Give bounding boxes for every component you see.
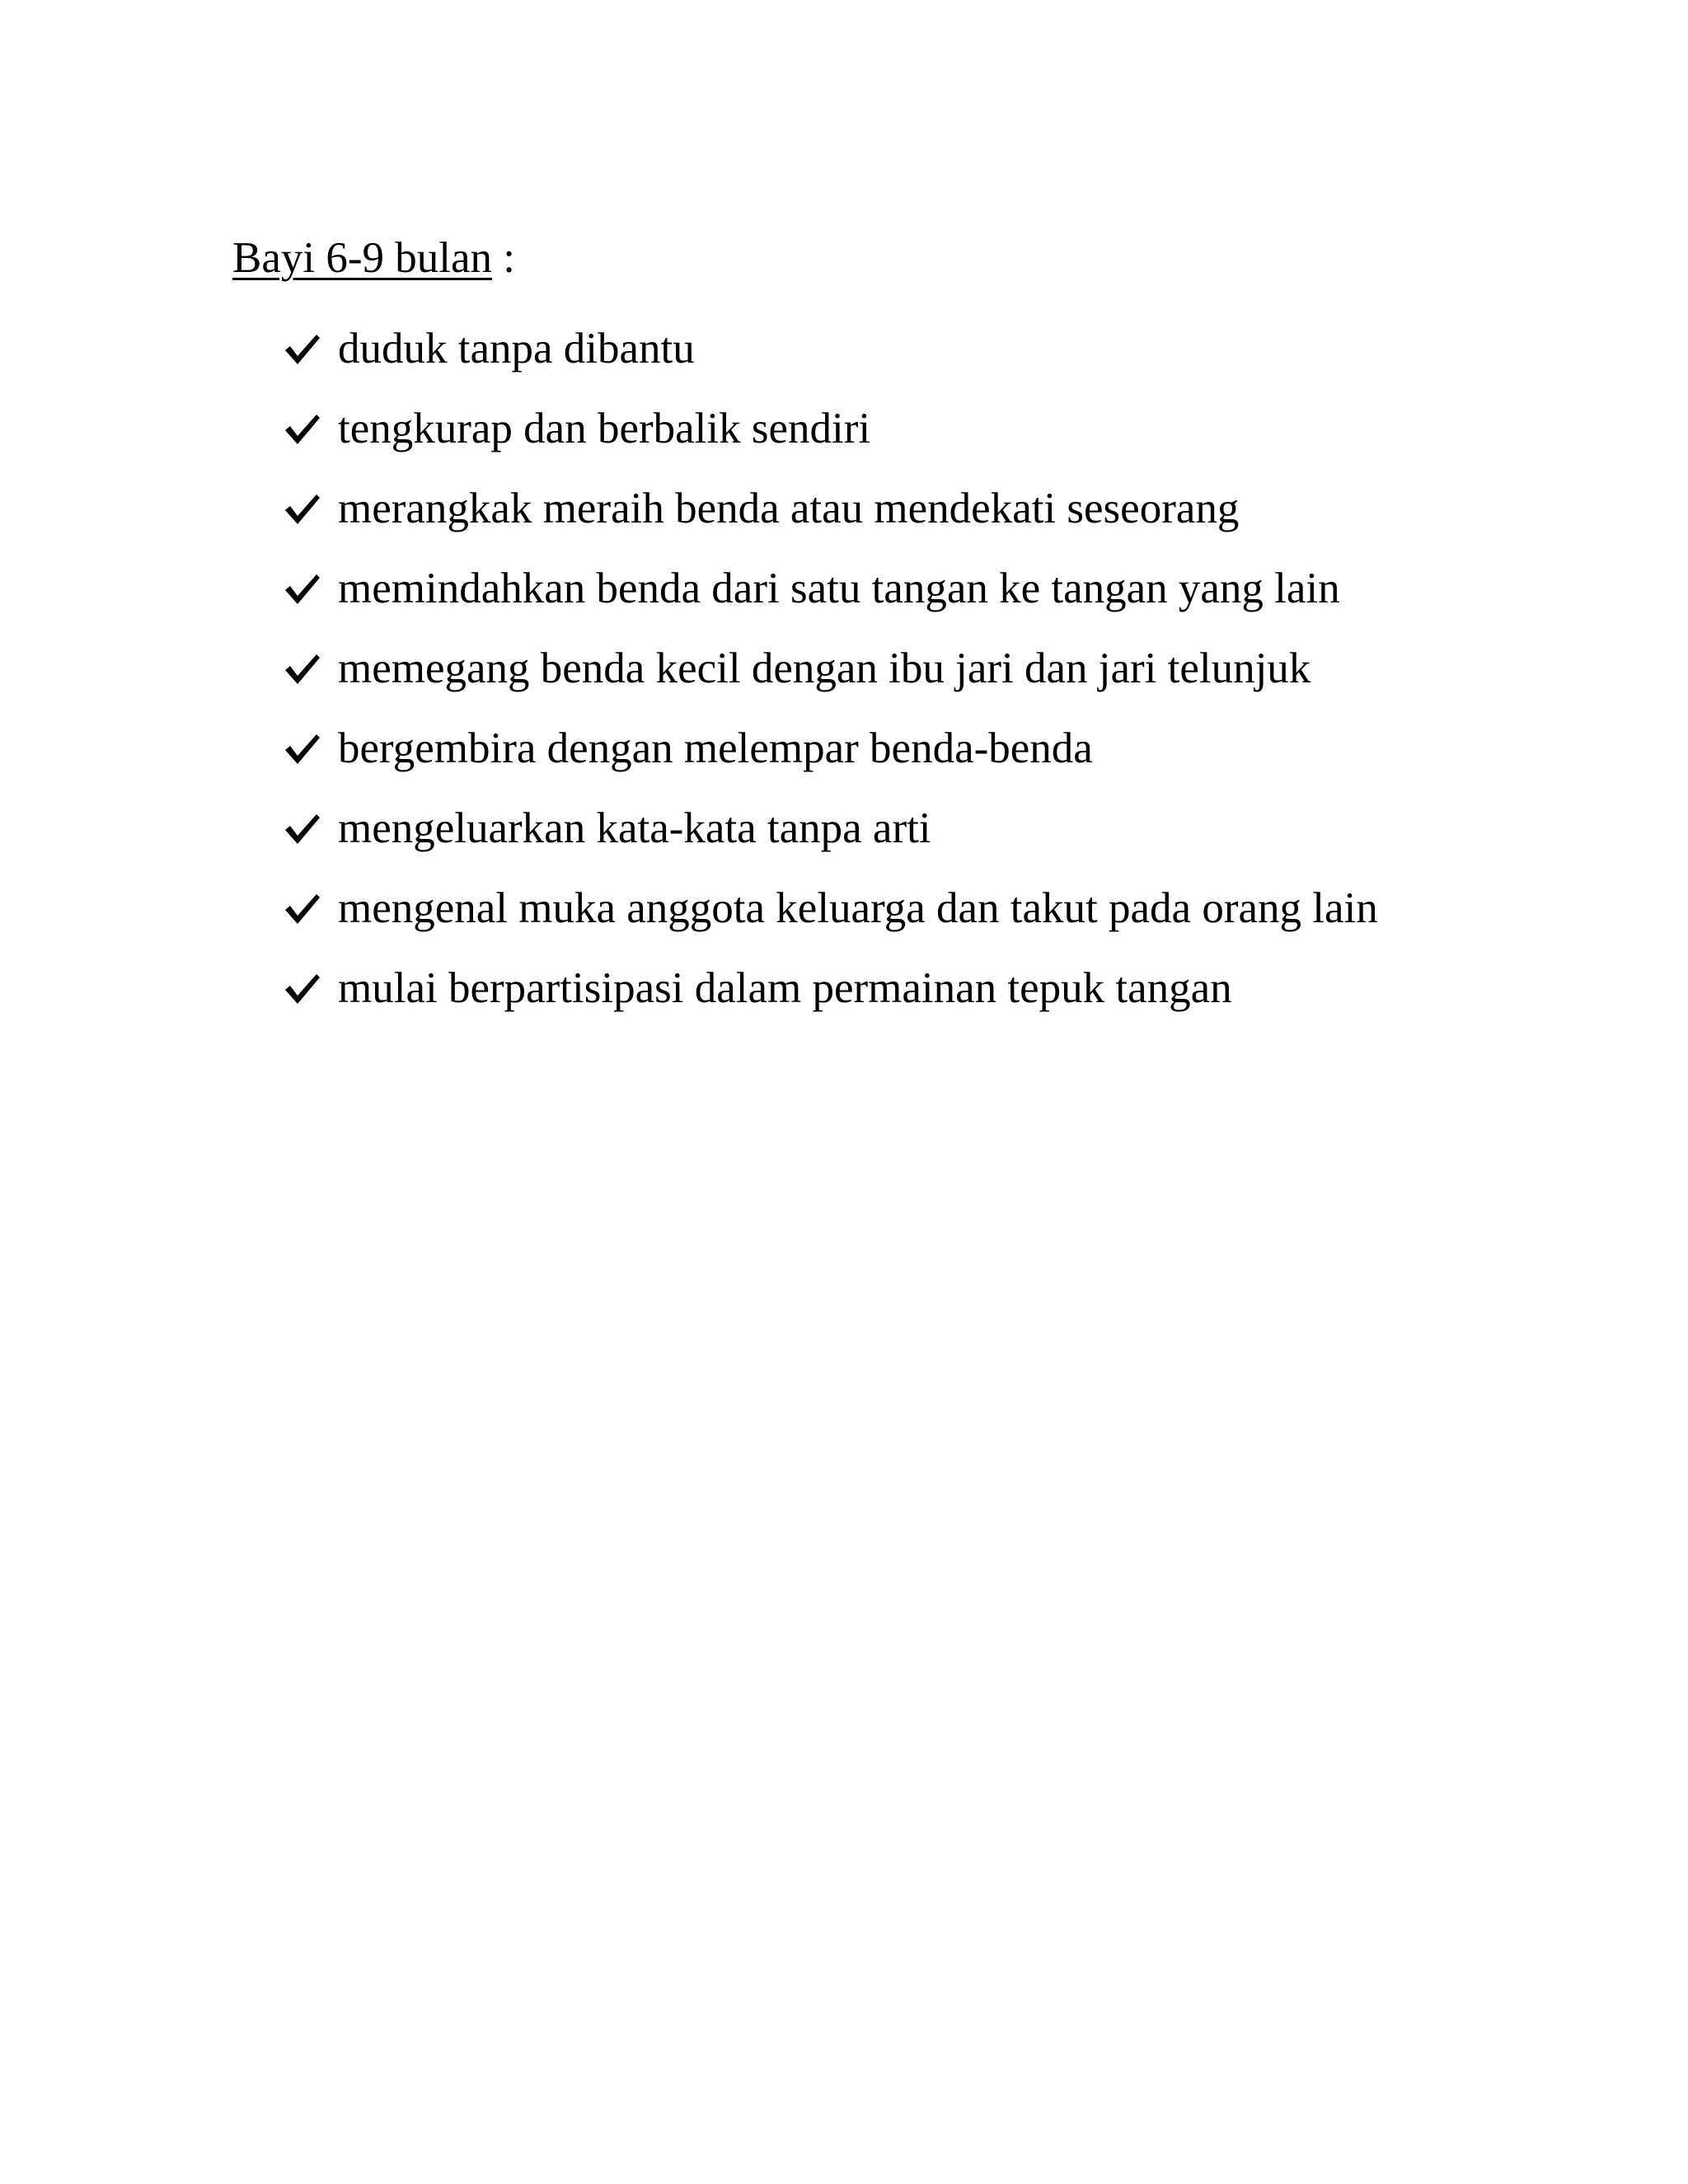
heading-suffix: : (492, 234, 515, 282)
checkmark-icon (280, 647, 323, 690)
checklist-item (280, 868, 1378, 948)
checklist-item (280, 948, 1378, 1028)
checklist-item-text: memegang benda kecil dengan ibu jari dan jari telunjuk (338, 644, 1311, 692)
checkmark-icon (280, 487, 323, 530)
milestone-checklist (280, 308, 1378, 1028)
checklist-item (280, 308, 1378, 388)
checkmark-icon (280, 407, 323, 450)
checklist-item-text: mulai berpartisipasi dalam permainan tepuk tangan (338, 963, 1232, 1012)
checklist-item (280, 468, 1378, 548)
checklist-item-text: merangkak meraih benda atau mendekati seseorang (338, 484, 1240, 532)
checklist-item-text: duduk tanpa dibantu (338, 324, 695, 373)
checklist-item-text: tengkurap dan berbalik sendiri (338, 404, 871, 452)
section-heading (232, 229, 515, 287)
checklist-item (280, 628, 1378, 708)
checklist-item (280, 548, 1378, 628)
checkmark-icon (280, 967, 323, 1010)
checklist-item-text: memindahkan benda dari satu tangan ke tangan yang lain (338, 564, 1340, 612)
checkmark-icon (280, 567, 323, 610)
checklist-item (280, 788, 1378, 868)
checklist-item (280, 708, 1378, 788)
checkmark-icon (280, 727, 323, 770)
checkmark-icon (280, 807, 323, 850)
checklist-item-text: mengenal muka anggota keluarga dan takut pada orang lain (338, 883, 1378, 932)
checkmark-icon (280, 887, 323, 930)
checklist-item-text: mengeluarkan kata-kata tanpa arti (338, 804, 931, 852)
checkmark-icon (280, 327, 323, 370)
heading-label: Bayi 6-9 bulan (232, 234, 492, 282)
checklist-item (280, 388, 1378, 468)
checklist-item-text: bergembira dengan melempar benda-benda (338, 724, 1093, 772)
